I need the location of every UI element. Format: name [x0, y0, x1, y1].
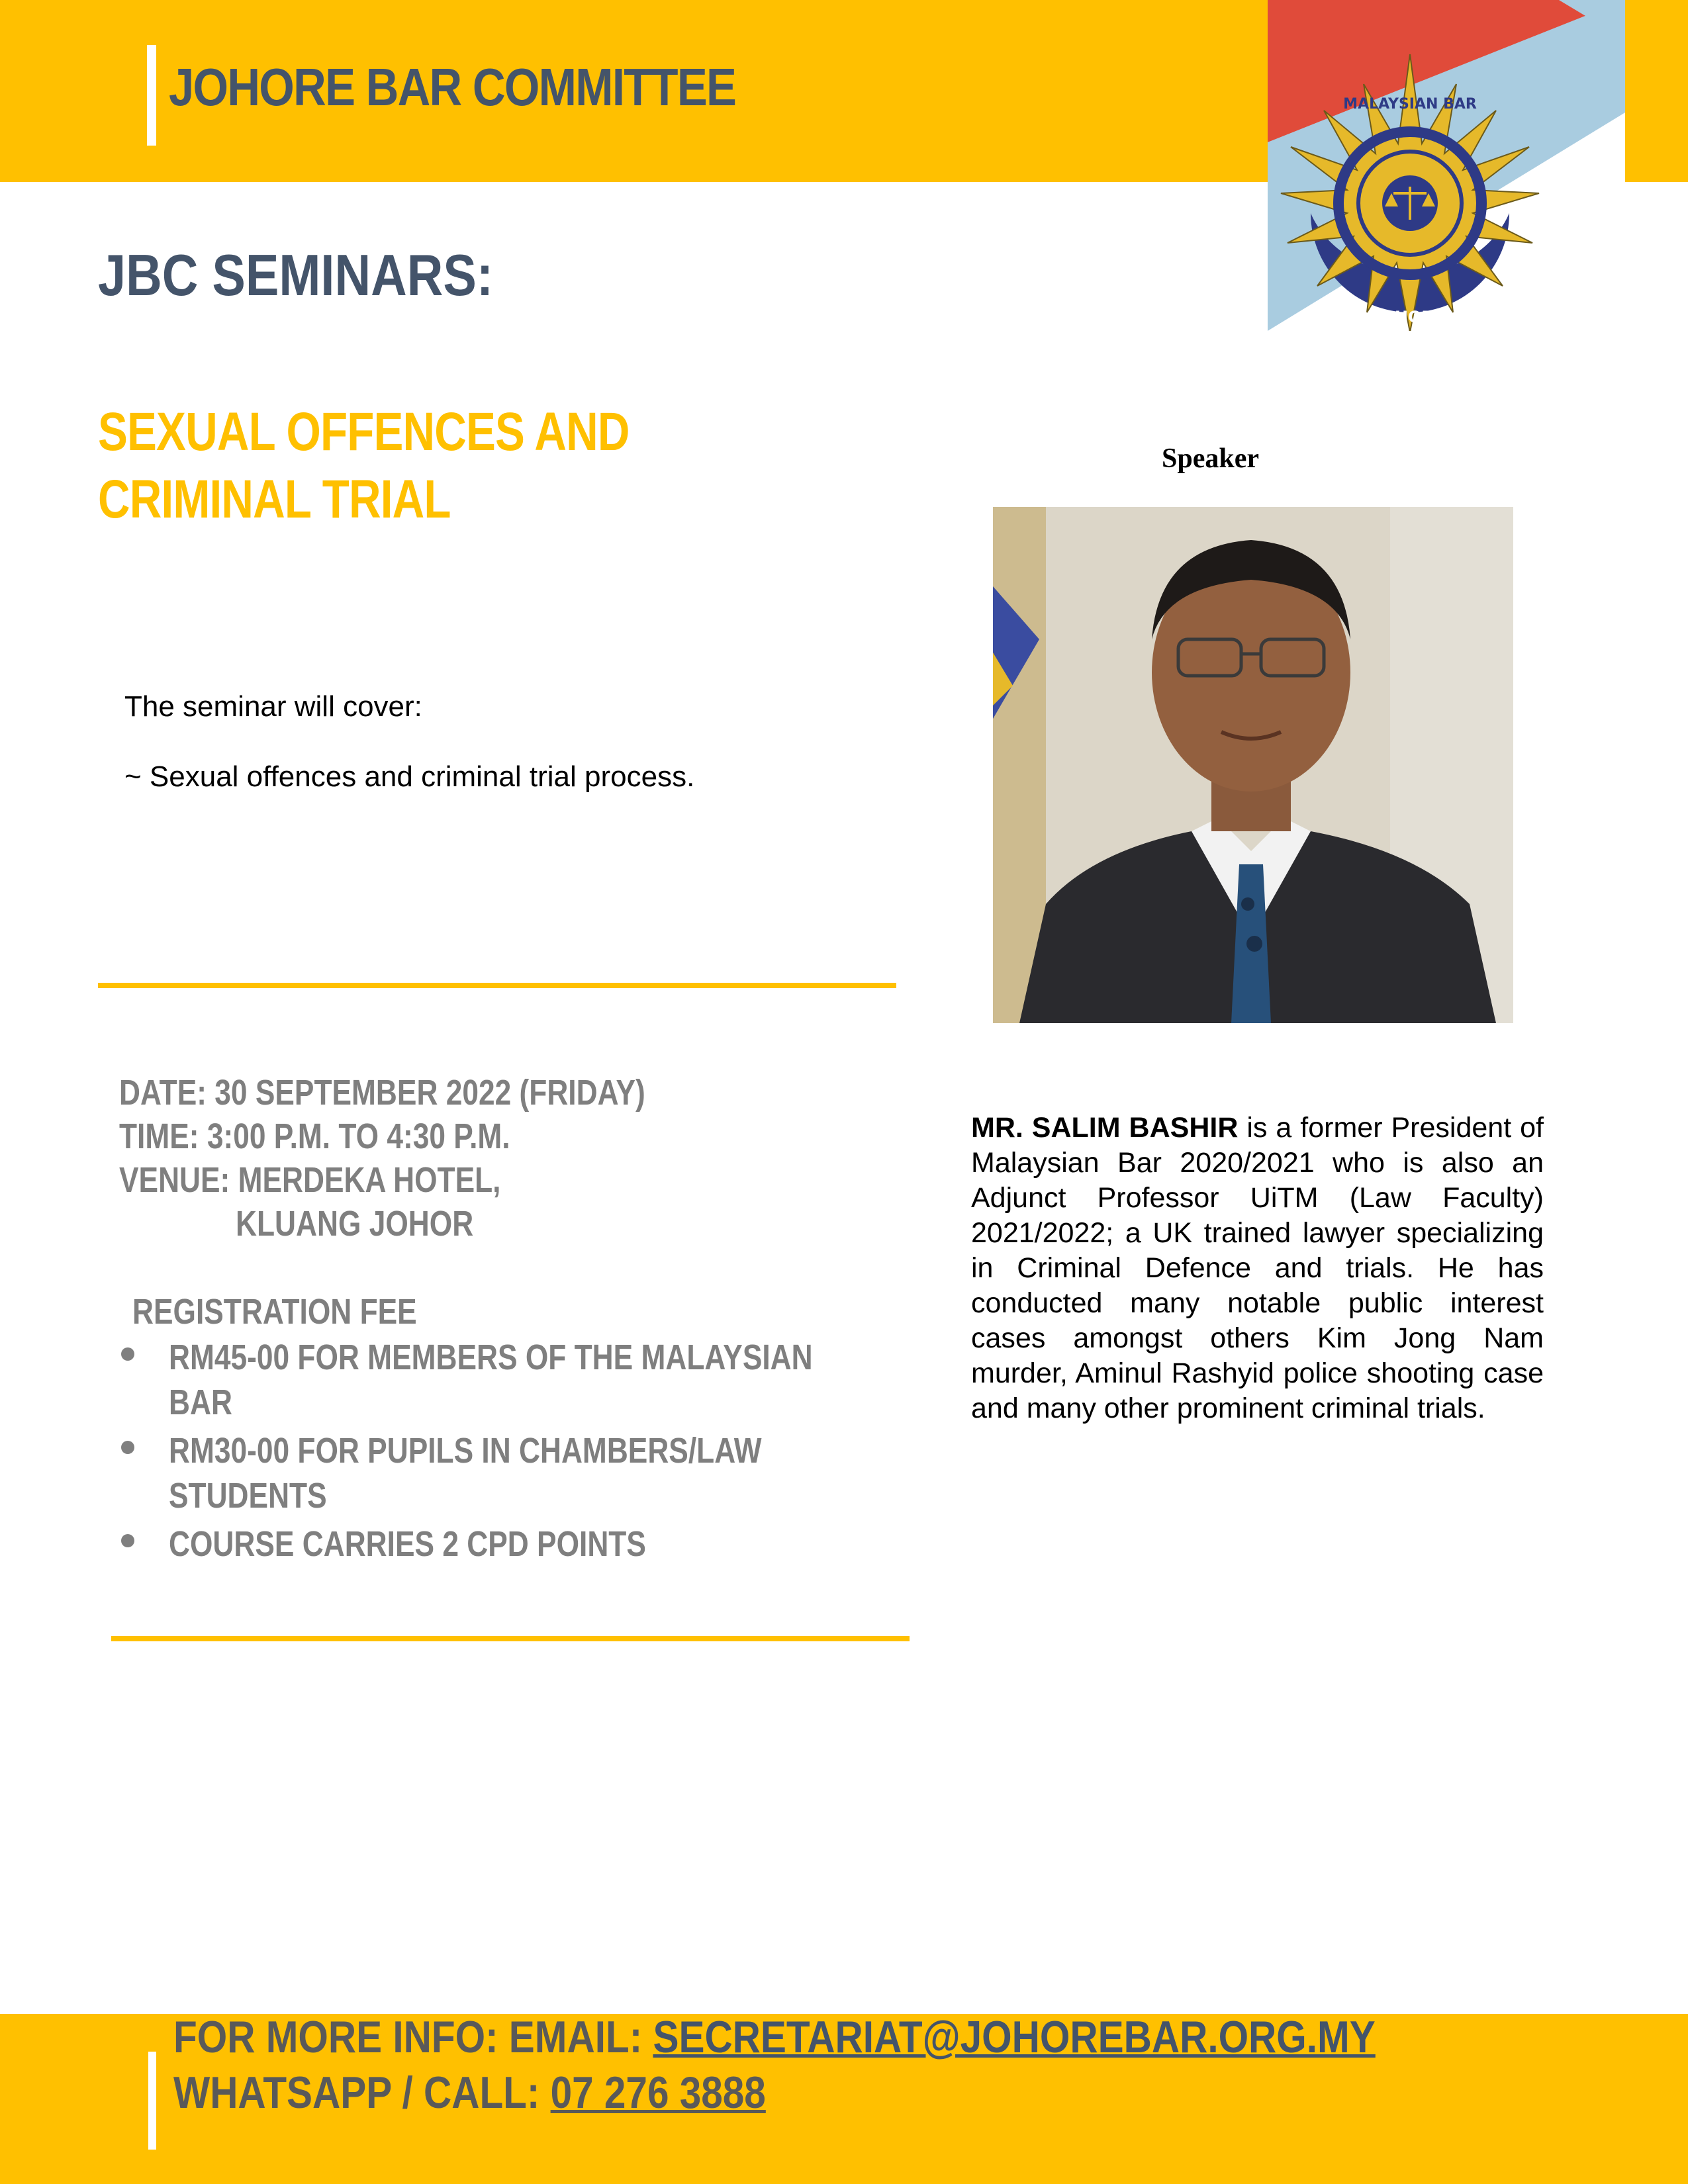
registration-fee-title: REGISTRATION FEE — [132, 1292, 417, 1332]
seminar-series-title: JBC SEMINARS: — [98, 242, 494, 308]
seminar-topic-line-1: SEXUAL OFFENCES AND — [98, 402, 630, 462]
organization-title: JOHORE BAR COMMITTEE — [169, 58, 736, 116]
footer-info-label: FOR MORE INFO: EMAIL: — [173, 2012, 653, 2062]
event-time: TIME: 3:00 P.M. TO 4:30 P.M. — [119, 1116, 510, 1156]
footer-phone-line — [173, 2068, 766, 2118]
footer-accent-bar — [148, 2052, 156, 2150]
speaker-name: MR. SALIM BASHIR — [971, 1112, 1239, 1144]
coverage-intro: The seminar will cover: — [124, 690, 422, 723]
fee-members-line-2: BAR — [169, 1383, 232, 1422]
malaysian-bar-johore-logo — [1268, 0, 1625, 331]
seminar-topic-line-2: CRIMINAL TRIAL — [98, 469, 451, 529]
logo-bottom-text: JOHORE — [1375, 308, 1445, 326]
divider-bottom — [111, 1636, 910, 1641]
email-link[interactable]: SECRETARIAT@JOHOREBAR.ORG.MY — [653, 2012, 1376, 2062]
footer-email-line — [173, 2012, 1376, 2062]
event-venue: VENUE: MERDEKA HOTEL, — [119, 1160, 501, 1200]
header-band-right — [1625, 0, 1688, 182]
speaker-photo — [993, 507, 1513, 1023]
fee-pupils-line-2: STUDENTS — [169, 1476, 327, 1516]
coverage-item: ~ Sexual offences and criminal trial process. — [124, 760, 695, 793]
speaker-bio — [971, 1111, 1544, 1426]
bullet-icon — [121, 1441, 134, 1454]
fee-pupils-line-1: RM30-00 FOR PUPILS IN CHAMBERS/LAW — [169, 1431, 762, 1471]
speaker-label: Speaker — [1162, 443, 1259, 474]
footer-phone-label: WHATSAPP / CALL: — [173, 2068, 551, 2118]
event-date: DATE: 30 SEPTEMBER 2022 (FRIDAY) — [119, 1073, 645, 1113]
divider-top — [98, 983, 896, 988]
bullet-icon — [121, 1347, 134, 1361]
phone-link[interactable]: 07 276 3888 — [550, 2068, 766, 2118]
cpd-points: COURSE CARRIES 2 CPD POINTS — [169, 1524, 646, 1564]
logo-top-text: MALAYSIAN BAR — [1343, 96, 1477, 113]
speaker-bio-text: is a former President of Malaysian Bar 2020/2021 who is also an Adjunct Professor UiTM (Law Faculty) 2021/2022; a UK trained lawyer specializing in Criminal Defence and trials. He has conducted many notable public interest cases amongst others Kim Jong Nam murder, Aminul Rashyid police shooting case and many other prominent criminal trials. — [971, 1112, 1544, 1424]
fee-members-line-1: RM45-00 FOR MEMBERS OF THE MALAYSIAN — [169, 1338, 813, 1377]
bullet-icon — [121, 1534, 134, 1547]
event-venue-line-2: KLUANG JOHOR — [236, 1204, 474, 1244]
header-accent-bar — [147, 45, 156, 146]
